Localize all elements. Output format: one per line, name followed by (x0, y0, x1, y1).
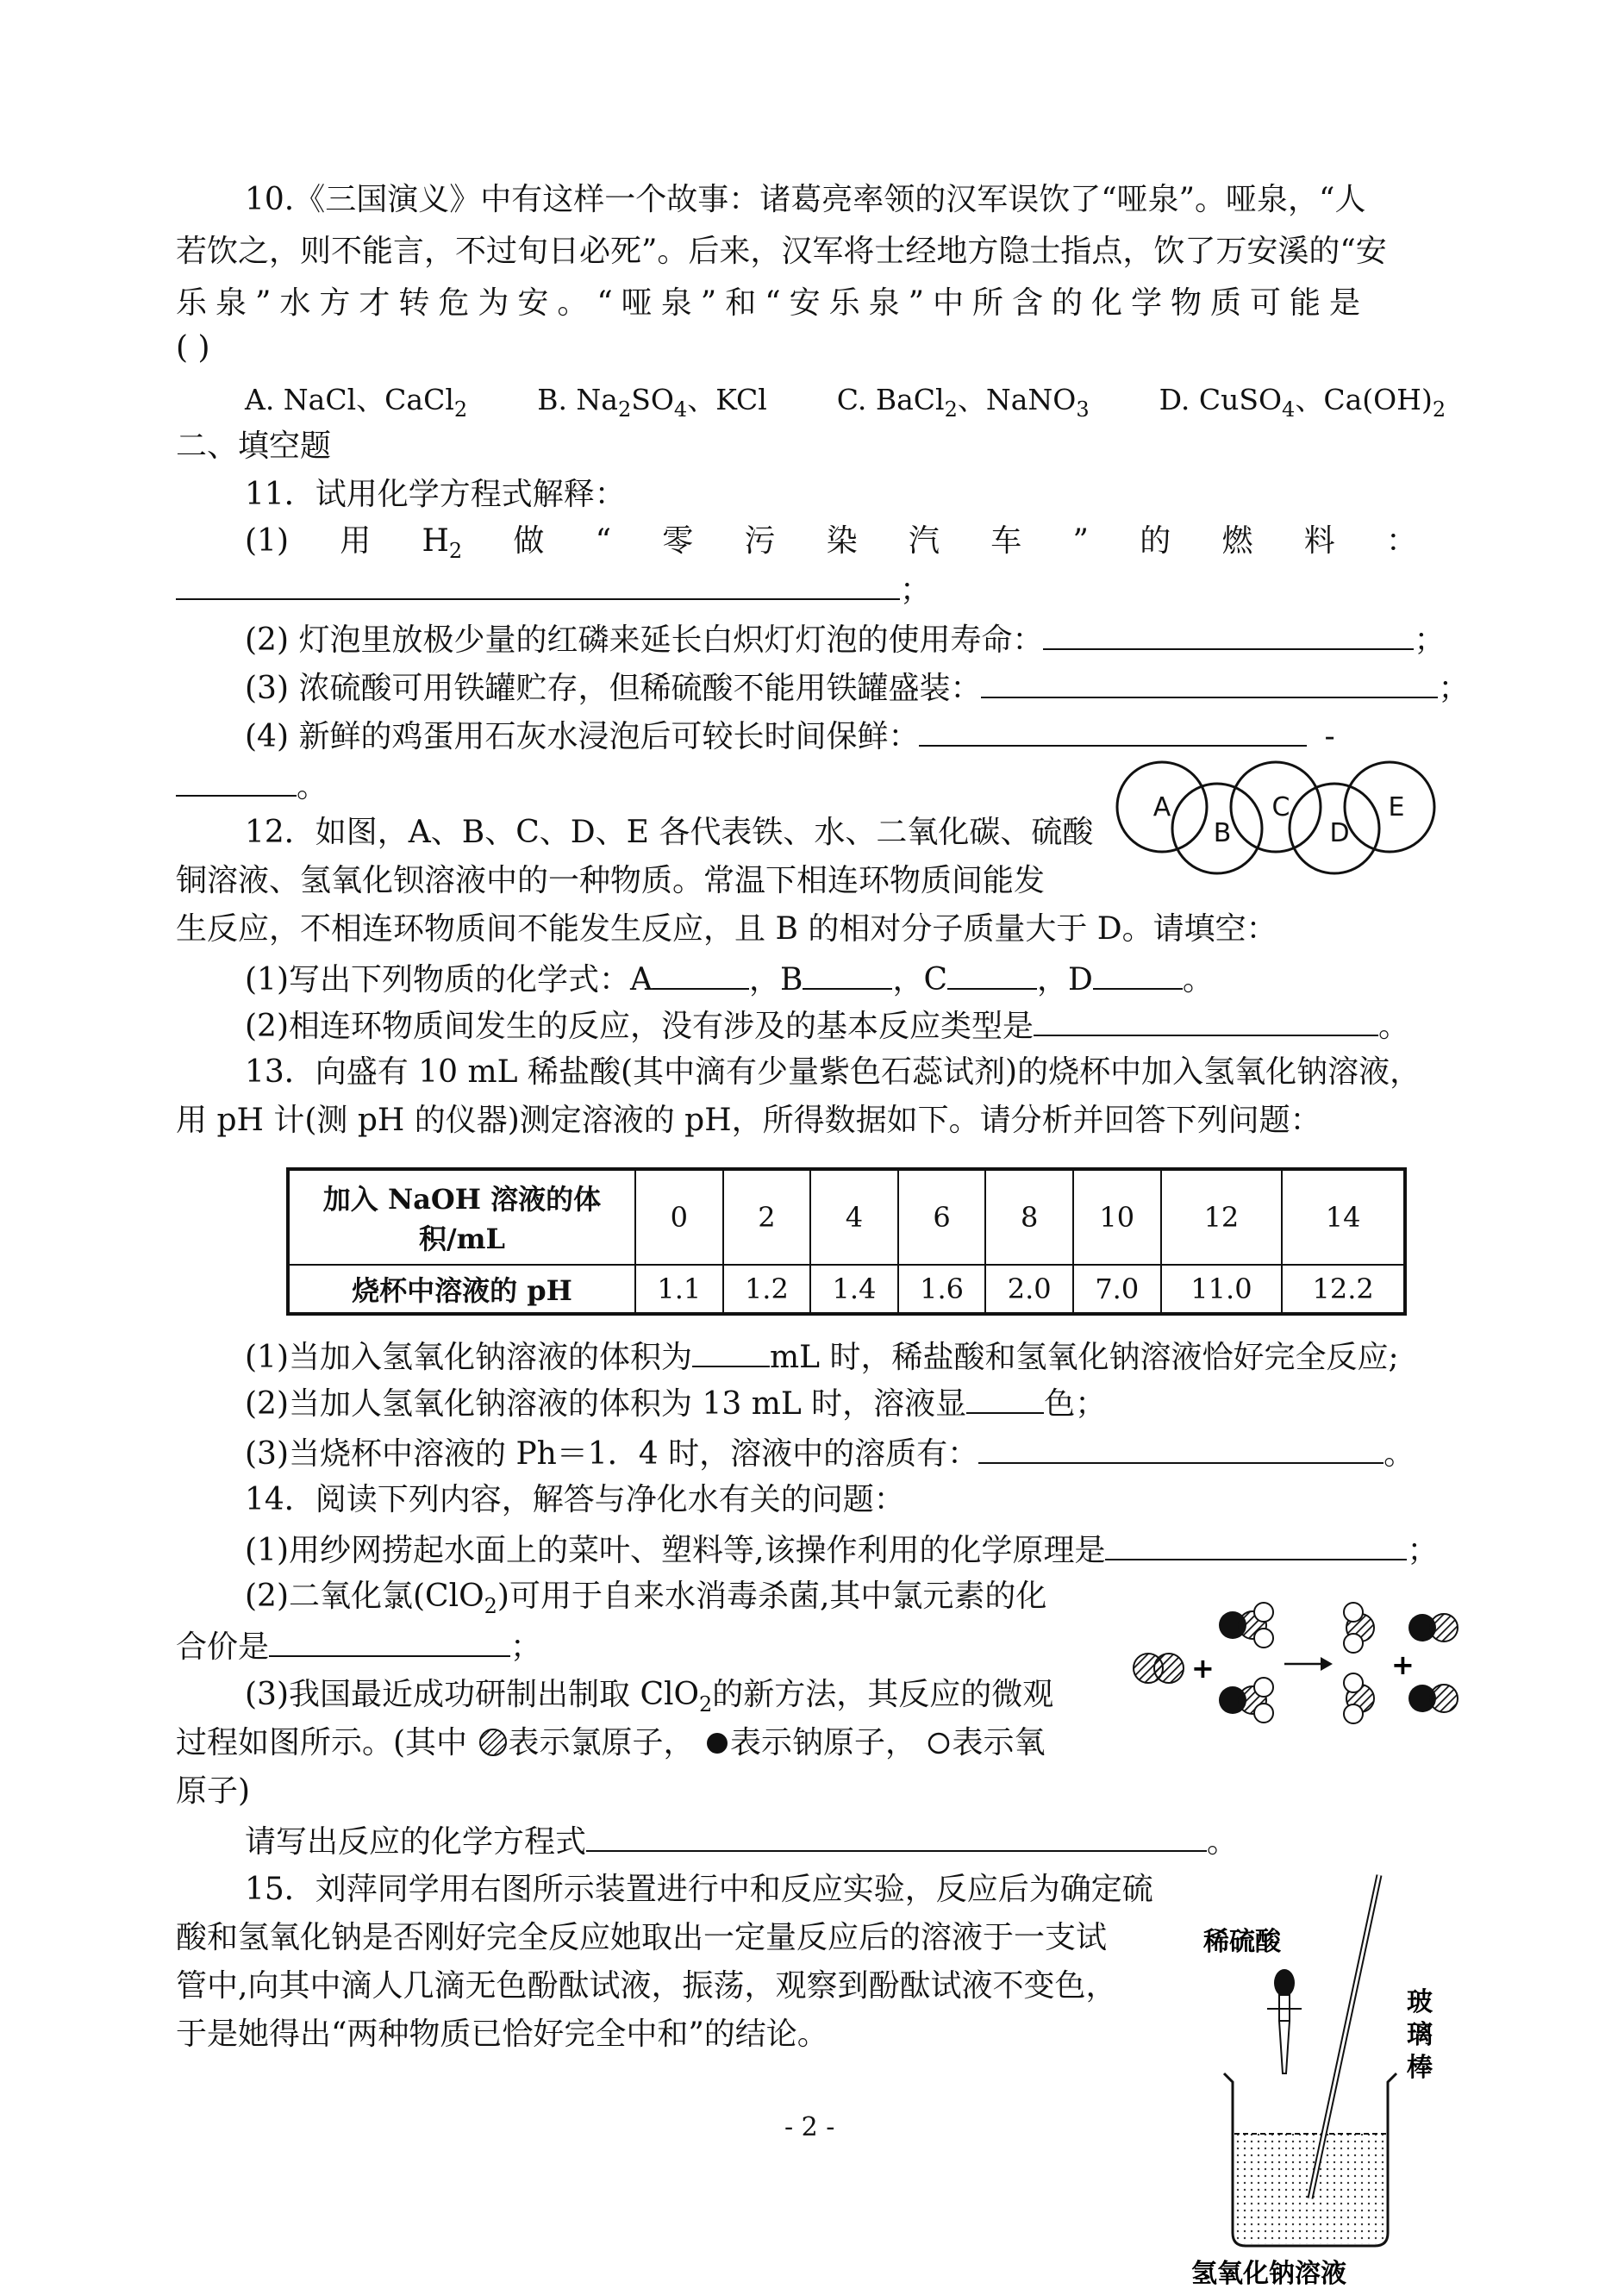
chlorine-molecule-icon (1134, 1654, 1184, 1683)
table-cell: 4 (810, 1169, 898, 1265)
q10-line3: 乐泉”水方才转危为安。“哑泉”和“安乐泉”中所含的化学物质可能是 (176, 285, 1370, 321)
blank-c[interactable] (947, 959, 1037, 990)
q12-part1: (1)写出下列物质的化学式：A ，B ，C ，D 。 (245, 959, 1214, 999)
q13-line1: 13．向盛有 10 mL 稀盐酸(其中滴有少量紫色石蕊试剂)的烧杯中加入氢氧化钠溶液， (245, 1054, 1421, 1090)
sodium-atom-icon (704, 1730, 730, 1756)
answer-blank[interactable] (1034, 1005, 1378, 1036)
table-cell: 1.4 (810, 1265, 898, 1314)
answer-blank[interactable] (269, 1626, 510, 1657)
q12-part2: (2)相连环物质间发生的反应，没有涉及的基本反应类型是 。 (245, 1005, 1409, 1046)
q11-part2: (2) 灯泡里放极少量的红磷来延长白炽灯灯泡的使用寿命： ； (245, 619, 1445, 660)
plus-icon: + (1191, 1652, 1215, 1685)
rod-label-2: 璃 (1407, 2020, 1433, 2050)
ring-label-a: A (1152, 792, 1171, 822)
section-title: 二、填空题 (176, 428, 332, 464)
answer-blank[interactable] (1043, 619, 1414, 650)
q12-line2: 铜溶液、氢氧化钡溶液中的一种物质。常温下相连环物质间能发 (176, 863, 1046, 898)
blank-d[interactable] (1093, 959, 1183, 990)
sodium-chloride-molecule-icon (1409, 1614, 1458, 1642)
q15-line3: 管中,向其中滴人几滴无色酚酞试液，振荡，观察到酚酞试液不变色， (176, 1968, 1117, 2004)
q10-options (245, 381, 1446, 428)
q14-part2: (2)二氧化氯(ClO$_2$)可用于自来水消毒杀菌,其中氯元素的化 (245, 1579, 1047, 1618)
answer-blank[interactable] (981, 667, 1438, 698)
q13-part1: (1)当加入氢氧化钠溶液的体积为 mL 时，稀盐酸和氢氧化钠溶液恰好完全反应; (245, 1336, 1399, 1377)
table-cell: 1.2 (723, 1265, 811, 1314)
q11-stem: 11．试用化学方程式解释： (245, 477, 626, 512)
arrow-right-icon (1284, 1657, 1333, 1671)
chlorine-atom-icon (478, 1727, 509, 1758)
rod-label-3: 棒 (1407, 2053, 1433, 2083)
neutralization-apparatus (1172, 1862, 1465, 2289)
option-c: C. BaCl$_2$、NaNO$_3$ (836, 383, 1090, 422)
row-header: 加入 NaOH 溶液的体积/mL (288, 1169, 635, 1265)
dropper-icon (1267, 1969, 1302, 2073)
q10-answer-paren: ( ) (176, 330, 210, 366)
q10-line1: 10.《三国演义》中有这样一个故事：诸葛亮率领的汉军误饮了“哑泉”。哑泉，“人 (245, 182, 1366, 217)
chlorine-dioxide-molecule-icon (1344, 1673, 1374, 1723)
q14-part4: 请写出反应的化学方程式 。 (245, 1821, 1238, 1861)
ring-label-b: B (1213, 818, 1232, 848)
row-header: 烧杯中溶液的 pH (288, 1265, 635, 1314)
q10-line2: 若饮之，则不能言，不过旬日必死”。后来，汉军将士经地方隐士指点，饮了万安溪的“安 (176, 234, 1387, 269)
table-cell: 2 (723, 1169, 811, 1265)
q11-part4-cont: 。 (176, 766, 328, 806)
oxygen-atom-icon (926, 1730, 952, 1756)
table-cell: 2.0 (985, 1265, 1073, 1314)
ring-label-d: D (1329, 818, 1350, 848)
answer-blank[interactable] (966, 1383, 1044, 1414)
blank-a[interactable] (653, 959, 749, 990)
option-d: D. CuSO$_4$、$Ca(OH)_2$ (1159, 383, 1446, 422)
q14-part3-cont: 原子) (176, 1773, 251, 1809)
q11-part4: (4) 新鲜的鸡蛋用石灰水浸泡后可较长时间保鲜： - (245, 716, 1335, 756)
blank-b[interactable] (803, 959, 892, 990)
table-cell: 1.1 (635, 1265, 723, 1314)
answer-blank[interactable] (586, 1821, 1207, 1852)
acid-label: 稀硫酸 (1203, 1927, 1281, 1957)
sodium-chlorite-molecule-icon (1219, 1603, 1273, 1648)
plus-icon: + (1391, 1648, 1415, 1681)
table-cell: 6 (898, 1169, 986, 1265)
reaction-micro-diagram (1121, 1595, 1465, 1724)
chlorine-dioxide-molecule-icon (1344, 1603, 1374, 1653)
table-cell: 14 (1282, 1169, 1405, 1265)
table-cell: 11.0 (1161, 1265, 1283, 1314)
q12-line1: 12．如图，A、B、C、D、E 各代表铁、水、二氧化碳、硫酸 (245, 815, 1094, 850)
ring-label-e: E (1388, 792, 1405, 822)
q13-part2: (2)当加人氢氧化钠溶液的体积为 13 mL 时，溶液显 色； (245, 1383, 1106, 1423)
q14-part3-legend: 过程如图所示。(其中 表示氯原子， 表示钠原子， 表示氧 (176, 1725, 1046, 1760)
rod-label-1: 玻 (1407, 1987, 1433, 2017)
table-cell: 12 (1161, 1169, 1283, 1265)
q11-part1-answer: ； (176, 569, 931, 610)
q13-part3: (3)当烧杯中溶液的 Ph＝1．4 时，溶液中的溶质有： 。 (245, 1433, 1415, 1473)
table-cell: 1.6 (898, 1265, 986, 1314)
table-cell: 7.0 (1073, 1265, 1161, 1314)
q13-line2: 用 pH 计(测 pH 的仪器)测定溶液的 pH，所得数据如下。请分析并回答下列问题： (176, 1103, 1321, 1138)
option-b: B. $Na_2SO_4$、KCl (537, 383, 767, 422)
table-cell: 0 (635, 1169, 723, 1265)
answer-blank[interactable] (1105, 1529, 1407, 1560)
answer-blank[interactable] (919, 716, 1307, 747)
answer-blank[interactable] (692, 1336, 770, 1367)
q15-line2: 酸和氢氧化钠是否刚好完全反应她取出一定量反应后的溶液于一支试 (176, 1920, 1108, 1955)
page-number: - 2 - (784, 2112, 835, 2142)
q12-ring-diagram (1112, 755, 1457, 876)
answer-blank[interactable] (176, 766, 297, 797)
q15-line1: 15．刘萍同学用右图所示装置进行中和反应实验，反应后为确定硫 (245, 1872, 1153, 1907)
sodium-chloride-molecule-icon (1409, 1685, 1458, 1712)
ring-label-c: C (1271, 792, 1290, 822)
table-cell: 8 (985, 1169, 1073, 1265)
answer-blank[interactable] (978, 1433, 1384, 1464)
q14-part2-cont: 合价是 ； (176, 1626, 541, 1667)
q15-line4: 于是她得出“两种物质已恰好完全中和”的结论。 (176, 2017, 828, 2052)
q14-part1: (1)用纱网捞起水面上的菜叶、塑料等,该操作利用的化学原理是 ； (245, 1529, 1438, 1570)
ph-data-table (286, 1167, 1407, 1316)
table-row-volume (288, 1169, 1405, 1265)
answer-blank[interactable] (176, 569, 900, 600)
table-row-ph (288, 1265, 1405, 1314)
q14-part3: (3)我国最近成功研制出制取 ClO$_2$的新方法，其反应的微观 (245, 1677, 1054, 1717)
q11-part1: (1) 用 $H_2$ 做 “ 零 污 染 汽 车 ” 的 燃 料 ： (245, 523, 1417, 563)
table-cell: 12.2 (1282, 1265, 1405, 1314)
beaker-icon (1224, 2073, 1396, 2246)
q14-stem: 14．阅读下列内容，解答与净化水有关的问题： (245, 1482, 905, 1517)
q11-part3: (3) 浓硫酸可用铁罐贮存，但稀硫酸不能用铁罐盛装： ； (245, 667, 1469, 708)
sodium-chlorite-molecule-icon (1219, 1678, 1273, 1723)
option-a: A. NaCl、CaCl$_2$ (245, 383, 468, 422)
naoh-label: 氢氧化钠溶液 (1191, 2259, 1346, 2289)
q12-line3: 生反应，不相连环物质间不能发生反应，且 B 的相对分子质量大于 D。请填空： (176, 911, 1277, 947)
table-cell: 10 (1073, 1169, 1161, 1265)
